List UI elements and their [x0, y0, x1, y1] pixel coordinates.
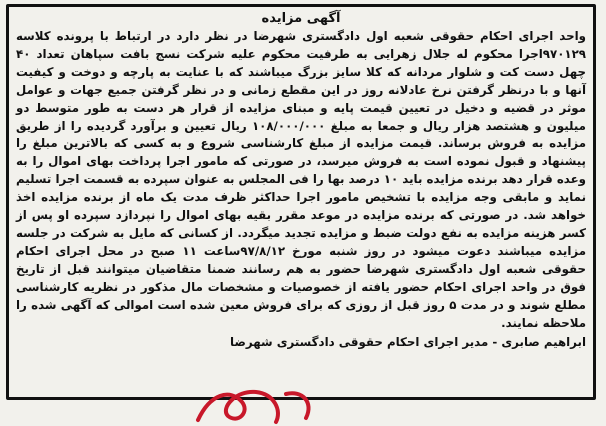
- notice-frame: [6, 4, 596, 400]
- notice-body: واحد اجرای احکام حقوقی شعبه اول دادگستری شهرضا در نظر دارد در ارتباط با پرونده کلاسه ۹۷۰۱۲۹اجرا محکوم له جلال زهرایی به طرفیت محکوم علیه شرکت نسج بافت سپاهان تعداد ۴۰ چهل دست کت و شلوار مردانه که کلا سایز بزرگ میباشند که با عنایت به پارچه و دوخت و کیفیت آنها و با درنظر گرفتن نرخ عادلانه روز در این مقطع زمانی و در نظر گرفتن جمیع جهات و عوامل موثر در قضیه و دخیل در تعیین قیمت پایه و مبنای مزایده از قرار هر دست به طور متوسط دو میلیون و هشتصد هزار ریال و جمعا به مبلغ ۱۰۸/۰۰۰/۰۰۰ ریال تعیین و برآورد گردیده را از طریق مزایده به فروش برساند. قیمت مزایده از مبلغ کارشناسی شروع و به کسی که بالاترین مبلغ را پیشنهاد و قبول نموده است به فروش میرسد، در صورتی که مامور اجرا پرداخت بهای اموال را به وعده قرار دهد برنده مزایده باید ۱۰ درصد بها را فی المجلس به عنوان سپرده به قسمت اجرا تسلیم نماید و مابقی وجه مزایده با تشخیص مامور اجرا حداکثر ظرف مدت یک ماه از برنده مزایده اخذ خواهد شد. در صورتی که برنده مزایده در موعد مقرر بقیه بهای اموال را نپردازد سپرده او پس از کسر هزینه مزایده به نفع دولت ضبط و مزایده تجدید میگردد. از کسانی که مایل به شرکت در جلسه مزایده میباشند دعوت میشود در روز شنبه مورخ ۹۷/۸/۱۲ساعت ۱۱ صبح در محل اجرای احکام حقوقی شعبه اول دادگستری شهرضا حضور به هم رسانند ضمنا متقاضیان میتوانند قبل از تاریخ فوق در واحد اجرای احکام حضور یافته از خصوصیات و مشخصات مال مذکور در نظریه کارشناسی مطلع شوند و در مدت ۵ روز قبل از روزی که برای فروش معین شده است اموالی که آگهی شده را ملاحظه نمایند.: [16, 29, 587, 330]
- notice-signature: ابراهیم صابری - مدیر اجرای احکام حقوقی دادگستری شهرضا: [230, 335, 586, 350]
- red-pen-mark: [190, 380, 320, 426]
- notice-title: آگهی مزایده: [261, 11, 341, 26]
